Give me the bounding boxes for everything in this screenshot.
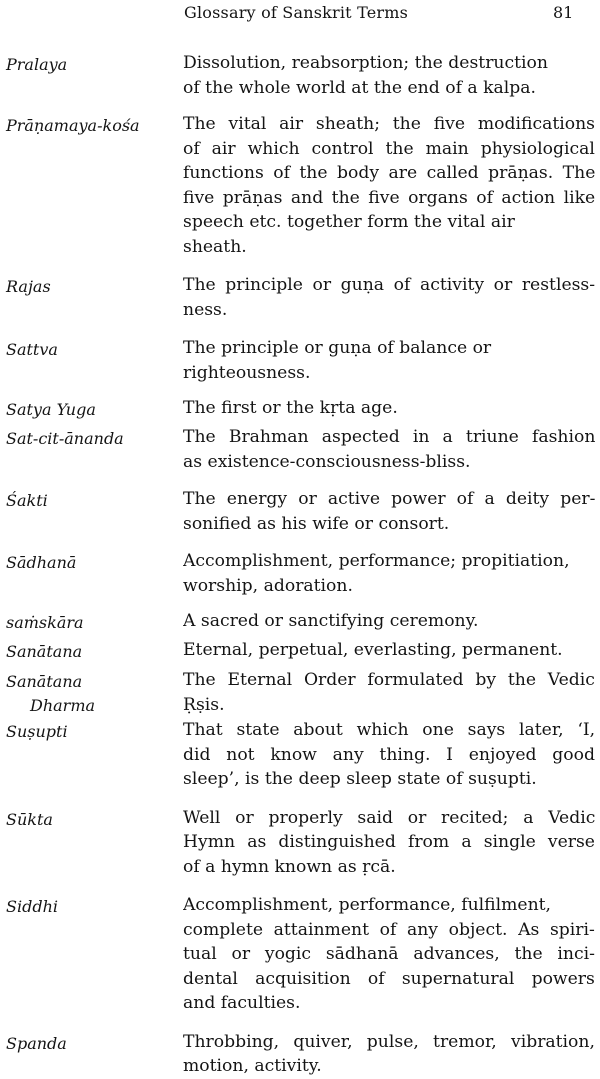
definition-line: Hymn as distinguished from a single verse: [183, 832, 595, 852]
definition-line: and faculties.: [183, 993, 301, 1013]
glossary-term: [0, 638, 183, 664]
definition-line: sheath.: [183, 236, 247, 257]
term-line: Suṣupti: [6, 722, 68, 741]
glossary-term: [0, 487, 183, 513]
definition-line: ness.: [183, 299, 228, 320]
definition-line: Ṛṣis.: [183, 694, 225, 715]
glossary-entry: [0, 638, 600, 664]
term-line: Rajas: [6, 277, 51, 296]
definition-line: tual or yogic sādhanā advances, the inci-: [183, 944, 595, 964]
glossary-entry: [0, 273, 600, 322]
glossary-entry: [0, 806, 600, 880]
definition-line: The vital air sheath; the five modifications: [183, 114, 595, 134]
glossary-term: [0, 549, 183, 575]
term-line: Prāṇamaya-kośa: [6, 116, 140, 135]
running-title: Glossary of Sanskrit Terms: [184, 3, 409, 22]
definition-line: Dissolution, reabsorption; the destruction: [183, 53, 548, 73]
glossary-term: [0, 273, 183, 299]
glossary-definition: [183, 487, 595, 536]
glossary-definition: [183, 609, 595, 634]
term-line: Pralaya: [6, 55, 68, 74]
term-line: Spanda: [6, 1033, 67, 1053]
glossary-term: [0, 425, 183, 451]
glossary-definition: [183, 1030, 595, 1079]
term-line: Sūkta: [6, 809, 53, 829]
definition-line: motion, activity.: [183, 1056, 322, 1076]
definition-line: Accomplishment, performance, fulfilment,: [183, 895, 552, 915]
glossary-definition: [183, 396, 595, 421]
glossary-entry: [0, 336, 600, 385]
glossary-definition: [183, 668, 595, 717]
definition-line: Well or properly said or recited; a Vedic: [183, 807, 595, 828]
glossary-definition: [183, 638, 595, 663]
glossary-definition: [183, 273, 595, 322]
definition-line: of a hymn known as ṛcā.: [183, 856, 396, 877]
glossary-entry: [0, 425, 600, 474]
glossary-term: [0, 396, 183, 422]
glossary-entry: [0, 51, 600, 100]
definition-line: righteousness.: [183, 362, 311, 383]
term-line: Siddhi: [6, 897, 58, 916]
glossary-term: [0, 51, 183, 77]
definition-line: of the whole world at the end of a kalpa.: [183, 77, 536, 98]
definition-line: Eternal, perpetual, everlasting, permanent.: [183, 640, 563, 660]
definition-line: The energy or active power of a deity per-: [183, 489, 595, 509]
definition-line: as existence-consciousness-bliss.: [183, 451, 471, 472]
definition-line: functions of the body are called prāṇas. The: [183, 163, 595, 183]
glossary-definition: [183, 51, 595, 100]
definition-line: sonified as his wife or consort.: [183, 513, 450, 534]
page-number: 81: [553, 3, 574, 22]
glossary-list: [0, 51, 600, 1079]
term-line: Śakti: [6, 491, 48, 510]
definition-line: The principle or guṇa of activity or restless-: [183, 275, 595, 295]
glossary-entry: [0, 609, 600, 635]
glossary-definition: [183, 549, 595, 598]
definition-line: That state about which one says later, ‘I,: [183, 720, 595, 740]
definition-line: Throbbing, quiver, pulse, tremor, vibration,: [183, 1031, 595, 1052]
term-line: Sanātana: [6, 672, 83, 691]
definition-line: complete attainment of any object. As spiri-: [183, 919, 595, 940]
glossary-definition: [183, 893, 595, 1016]
definition-line: dental acquisition of supernatural powers: [183, 968, 595, 989]
glossary-term: [0, 806, 183, 832]
term-line: saṁskāra: [6, 613, 84, 632]
definition-line: The principle or guṇa of balance or: [183, 338, 492, 358]
term-line: Sanātana: [6, 642, 83, 661]
page-header: [0, 0, 600, 30]
term-line: Sat-cit-ānanda: [6, 429, 124, 448]
term-line: Sattva: [6, 340, 58, 359]
glossary-entry: [0, 487, 600, 536]
glossary-term: [0, 1030, 183, 1056]
definition-line: Accomplishment, performance; propitiation,: [183, 551, 570, 571]
definition-line: sleep’, is the deep sleep state of suṣupti.: [183, 769, 537, 789]
definition-line: The Brahman aspected in a triune fashion: [183, 427, 595, 447]
glossary-definition: [183, 112, 595, 259]
glossary-definition: [183, 806, 595, 880]
definition-line: did not know any thing. I enjoyed good: [183, 744, 595, 765]
glossary-definition: [183, 718, 595, 792]
definition-line: speech etc. together form the vital air: [183, 212, 515, 232]
glossary-entry: [0, 549, 600, 598]
glossary-term: [0, 112, 183, 138]
definition-line: of air which control the main physiological: [183, 138, 595, 159]
definition-line: The Eternal Order formulated by the Vedic: [183, 670, 595, 690]
term-line: Satya Yuga: [6, 400, 96, 419]
glossary-entry: [0, 893, 600, 1016]
glossary-definition: [183, 336, 595, 385]
glossary-entry: [0, 668, 600, 718]
definition-line: five prāṇas and the five organs of action like: [183, 187, 595, 208]
definition-line: The first or the kṛta age.: [183, 398, 398, 418]
glossary-term: [0, 718, 183, 744]
term-line: Sādhanā: [6, 553, 77, 572]
term-line: Dharma: [30, 696, 96, 715]
glossary-definition: [183, 425, 595, 474]
glossary-term: [0, 336, 183, 362]
glossary-term: [0, 893, 183, 919]
glossary-entry: [0, 396, 600, 422]
glossary-entry: [0, 718, 600, 792]
glossary-entry: [0, 112, 600, 259]
glossary-term: [0, 609, 183, 635]
definition-line: worship, adoration.: [183, 575, 353, 596]
definition-line: A sacred or sanctifying ceremony.: [183, 611, 479, 631]
glossary-term: [0, 668, 183, 718]
glossary-entry: [0, 1030, 600, 1079]
